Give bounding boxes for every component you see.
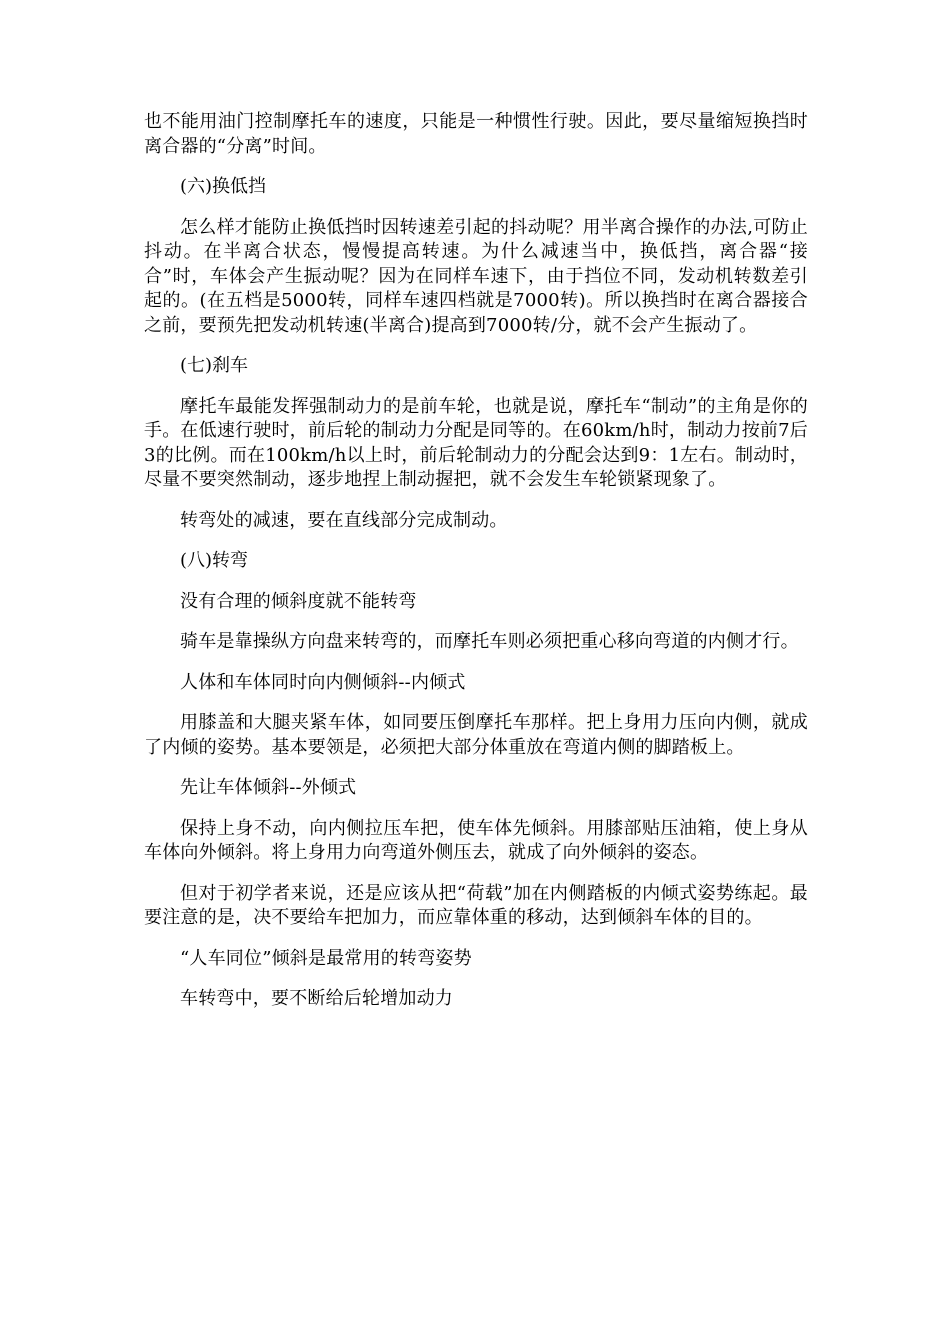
subheading-lean-with: “人车同位”倾斜是最常用的转弯姿势 <box>180 947 472 969</box>
paragraph-beginner-advice: 但对于初学者来说，还是应该从把“荷载”加在内侧踏板的内倾式姿势练起。最要注意的是，决不要给车把加力，而应靠体重的移动，达到倾斜车体的目的。 <box>144 882 808 928</box>
document-body <box>144 110 808 1028</box>
subheading-lean-in: 人体和车体同时向内侧倾斜--内倾式 <box>180 671 466 693</box>
paragraph-lean-out: 保持上身不动，向内侧拉压车把，使车体先倾斜。用膝部贴压油箱，使上身从车体向外倾斜。将上身用力向弯道外侧压去，就成了向外倾斜的姿态。 <box>144 817 808 863</box>
section-heading-braking: (七)刹车 <box>180 355 249 376</box>
paragraph-corner-deceleration: 转弯处的减速，要在直线部分完成制动。 <box>180 509 508 531</box>
paragraph-lean-in: 用膝盖和大腿夹紧车体，如同要压倒摩托车那样。把上身用力压向内侧，就成了内倾的姿势。基本要领是，必须把大部分体重放在弯道内侧的脚踏板上。 <box>144 712 808 758</box>
section-heading-downshift: (六)换低挡 <box>180 176 267 197</box>
paragraph-braking: 摩托车最能发挥强制动力的是前车轮，也就是说，摩托车“制动”的主角是你的手。在低速行驶时，前后轮的制动力分配是同等的。在60km/h时，制动力按前7后3的比例。而在100km/h以上时，前后轮制动力的分配会达到9：1左右。制动时，尽量不要突然制动，逐步地捏上制动握把，就不会发生车轮锁紧现象了。 <box>144 395 808 490</box>
paragraph-downshift: 怎么样才能防止换低挡时因转速差引起的抖动呢？用半离合操作的办法,可防止抖动。在半离合状态，慢慢提高转速。为什么减速当中，换低挡，离合器“接合”时，车体会产生振动呢？因为在同样车速下，由于挡位不同，发动机转数差引起的。(在五档是5000转，同样车速四档就是7000转)。所以换挡时在离合器接合之前，要预先把发动机转速(半离合)提高到7000转/分，就不会产生振动了。 <box>144 216 808 336</box>
paragraph-rear-wheel-power: 车转弯中，要不断给后轮增加动力 <box>180 988 453 1009</box>
subheading-lean-out: 先让车体倾斜--外倾式 <box>180 777 357 798</box>
paragraph-continuation: 也不能用油门控制摩托车的速度，只能是一种惯性行驶。因此，要尽量缩短换挡时离合器的“分离”时间。 <box>144 111 808 157</box>
section-heading-turning: (八)转弯 <box>180 550 249 571</box>
paragraph-center-of-gravity: 骑车是靠操纵方向盘来转弯的，而摩托车则必须把重心移向弯道的内侧才行。 <box>180 631 799 652</box>
paragraph-lean-required: 没有合理的倾斜度就不能转弯 <box>180 590 417 612</box>
